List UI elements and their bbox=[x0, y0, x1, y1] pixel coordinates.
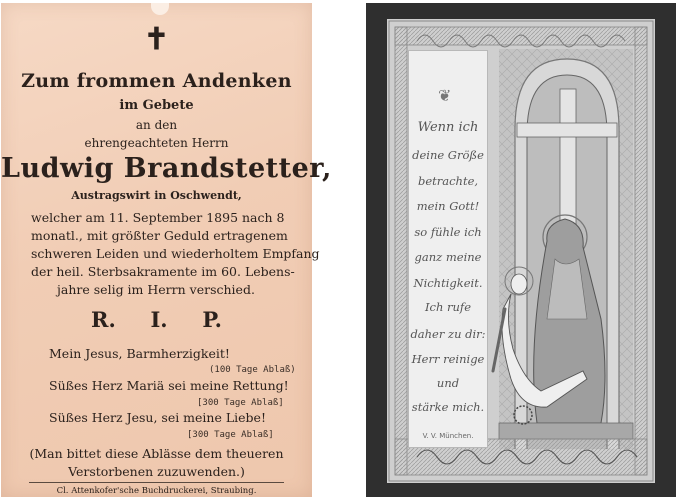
verse-line: betrachte, bbox=[417, 174, 479, 188]
body-line: schweren Leiden und wiederholtem Empfang bbox=[31, 246, 320, 261]
torn-corner bbox=[151, 3, 169, 15]
line-honorific: ehrengeachteten Herrn bbox=[84, 136, 229, 150]
rip-line bbox=[1, 307, 312, 332]
body-line: jahre selig im Herrn verschied. bbox=[57, 282, 255, 297]
verse-panel bbox=[408, 50, 488, 448]
body-line: monatl., mit größter Geduld ertragenem bbox=[31, 228, 288, 243]
printer-credit: Cl. Attenkofer'sche Buchdruckerei, Straubing. bbox=[56, 486, 257, 496]
line-gebete: im Gebete bbox=[119, 98, 194, 113]
request-note: (Man bittet diese Ablässe dem theueren bbox=[29, 446, 284, 461]
line-an-den: an den bbox=[135, 118, 178, 132]
verse-line: deine Größe bbox=[412, 148, 484, 162]
indulgence-note: [300 Tage Ablaß] bbox=[187, 430, 274, 440]
verse-line: daher zu dir: bbox=[410, 327, 486, 341]
occupation: Austragswirt in Oschwendt, bbox=[71, 189, 242, 202]
verse-line: Nichtigkeit. bbox=[413, 276, 483, 290]
prayer-text: Süßes Herz Mariä sei meine Rettung! bbox=[49, 378, 289, 393]
deceased-name: Ludwig Brandstetter, bbox=[1, 153, 332, 184]
publisher-credit: V. V. München. bbox=[422, 432, 474, 440]
memorial-card-front bbox=[1, 3, 332, 497]
body-line: der heil. Sterbsakramente im 60. Lebens- bbox=[31, 264, 295, 279]
verse-line: Wenn ich bbox=[417, 120, 479, 135]
indulgence-note: (100 Tage Ablaß) bbox=[209, 365, 296, 375]
verse-line: mein Gott! bbox=[416, 199, 480, 213]
verse-line: Ich rufe bbox=[424, 300, 471, 314]
verse-line: stärke mich. bbox=[411, 400, 485, 414]
verse-line: Herr reinige bbox=[411, 352, 485, 366]
rip-i: I. bbox=[150, 307, 168, 332]
request-note: Verstorbenen zuzuwenden.) bbox=[68, 464, 245, 479]
body-line: welcher am 11. September 1895 nach 8 bbox=[31, 210, 285, 225]
cross-icon: ✝ bbox=[143, 22, 170, 57]
engraving-frame bbox=[387, 19, 655, 483]
verse-line: ganz meine bbox=[414, 250, 482, 264]
prayer-text: Mein Jesus, Barmherzigkeit! bbox=[49, 346, 230, 361]
rip-p: P. bbox=[202, 307, 222, 332]
rip-r: R. bbox=[91, 307, 116, 332]
memorial-card-back bbox=[366, 3, 676, 497]
verse-line: so fühle ich bbox=[414, 225, 482, 239]
indulgence-note: [300 Tage Ablaß] bbox=[197, 398, 284, 408]
flourish-icon: ❦ bbox=[438, 86, 452, 105]
divider bbox=[29, 482, 284, 483]
verse-line: und bbox=[436, 376, 460, 390]
prayer-text: Süßes Herz Jesu, sei meine Liebe! bbox=[49, 410, 266, 425]
card-heading: Zum frommen Andenken bbox=[21, 70, 292, 92]
